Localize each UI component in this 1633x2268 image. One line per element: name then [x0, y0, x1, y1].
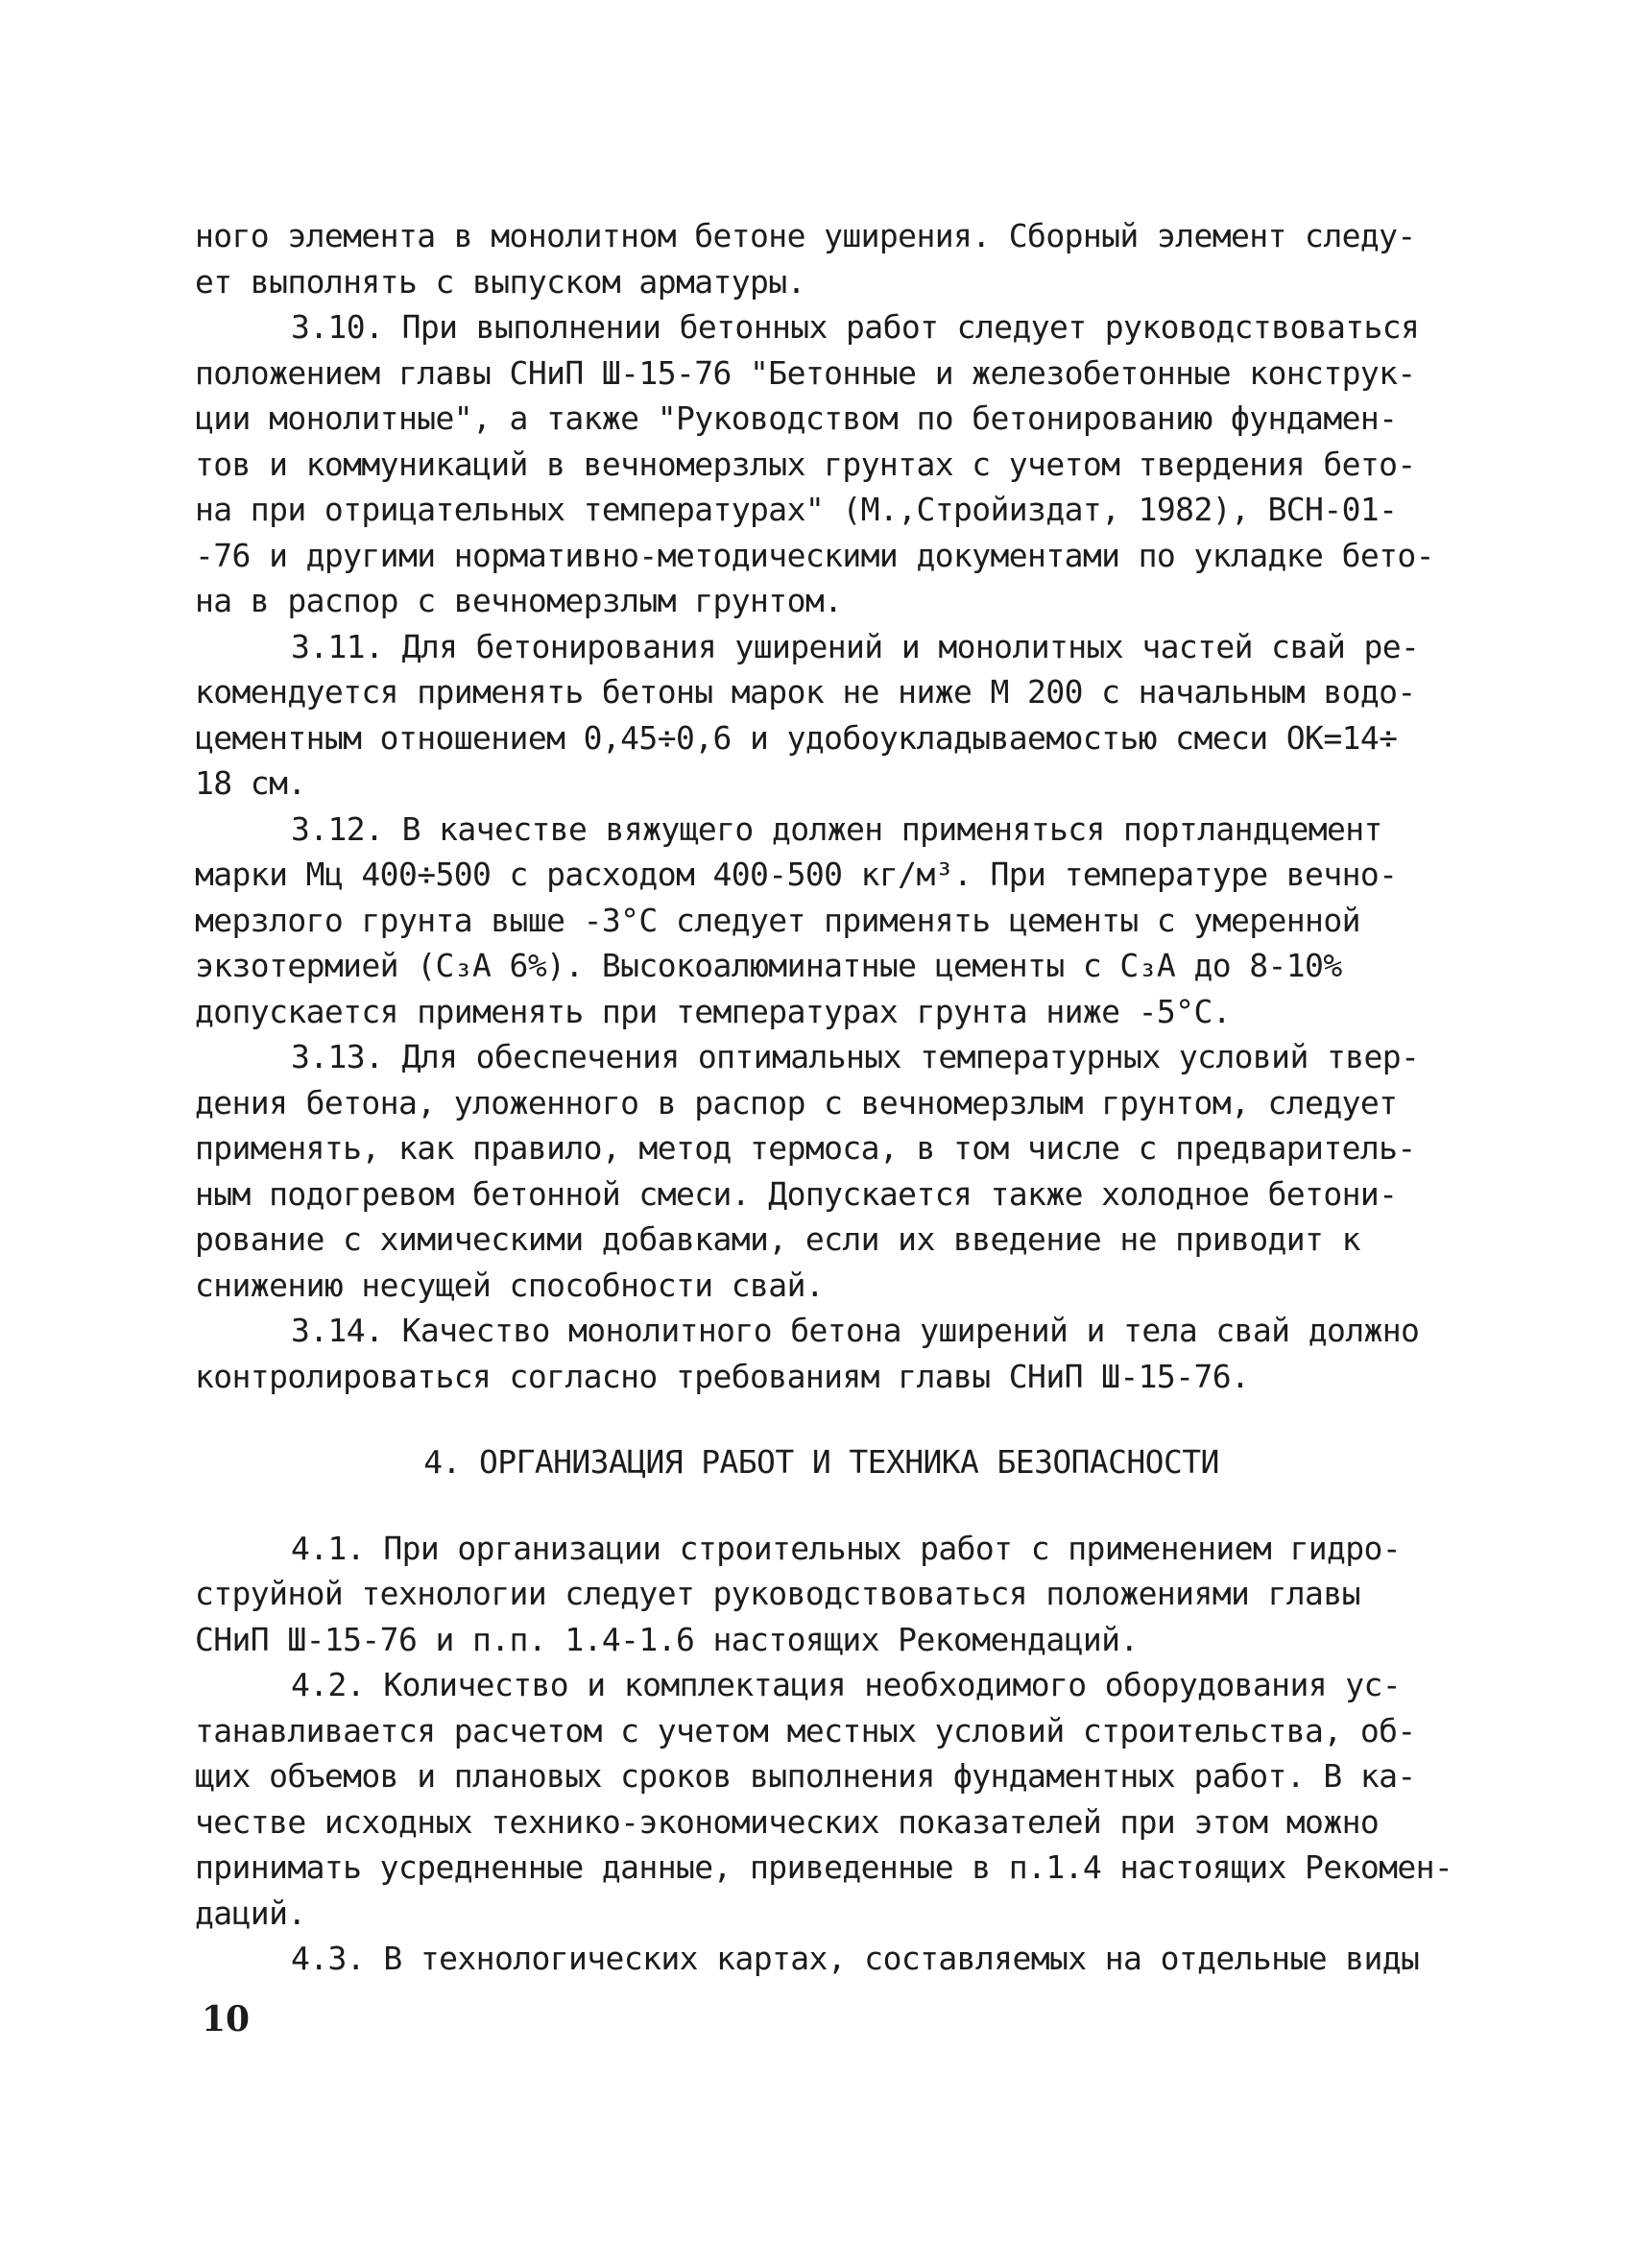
paragraph-3-10	[195, 304, 1448, 624]
text-line: 3.14. Качество монолитного бетона уширений и тела свай должно	[291, 1312, 1420, 1349]
text-line: допускается применять при температурах грунта ниже -5°С.	[195, 992, 1231, 1030]
text-line: струйной технологии следует руководствоваться положениями главы	[195, 1575, 1360, 1612]
text-line: на в распор с вечномерзлым грунтом.	[195, 582, 843, 619]
text-line: 3.13. Для обеспечения оптимальных температурных условий твер-	[291, 1038, 1420, 1075]
text-line: тов и коммуникаций в вечномерзлых грунтах с учетом твердения бето-	[195, 445, 1416, 483]
text-line: положением главы СНиП Ш-15-76 "Бетонные и железобетонные конструк-	[195, 353, 1416, 392]
paragraph-4-1	[195, 1526, 1448, 1663]
text-line: ции монолитные", а также "Руководством по бетонированию фундамен-	[195, 399, 1398, 437]
text-line: щих объемов и плановых сроков выполнения фундаментных работ. В ка-	[195, 1757, 1416, 1795]
paragraph-4-2	[195, 1662, 1453, 1936]
text-line: 4.3. В технологических картах, составляемых на отдельные виды	[291, 1940, 1420, 1977]
text-line: применять, как правило, метод термоса, в том числе с предваритель-	[195, 1129, 1416, 1167]
paragraph-3-14	[195, 1308, 1448, 1399]
text-line: танавливается расчетом с учетом местных условий строительства, об-	[195, 1711, 1416, 1749]
paragraph-4-3	[195, 1936, 1448, 1982]
text-line: комендуется применять бетоны марок не ниже М 200 с начальным водо-	[195, 673, 1416, 711]
text-line: 3.11. Для бетонирования уширений и монолитных частей свай ре-	[291, 627, 1420, 665]
text-line: ет выполнять с выпуском арматуры.	[195, 262, 805, 301]
text-line: снижению несущей способности свай.	[195, 1266, 825, 1304]
paragraph-3-9-continuation	[195, 213, 1448, 304]
text-line: -76 и другими нормативно-методическими документами по укладке бето-	[195, 536, 1434, 574]
text-line: контролироваться согласно требованиям главы СНиП Ш-15-76.	[195, 1357, 1250, 1395]
text-line: 18 см.	[195, 764, 306, 802]
text-line: 3.12. В качестве вяжущего должен применяться портландцемент	[291, 809, 1382, 848]
section-heading: 4. ОРГАНИЗАЦИЯ РАБОТ И ТЕХНИКА БЕЗОПАСНОСТИ	[423, 1443, 1219, 1481]
text-line: дения бетона, уложенного в распор с вечномерзлым грунтом, следует	[195, 1083, 1398, 1122]
paragraph-3-13	[195, 1034, 1448, 1308]
text-line: на при отрицательных температурах" (М.,Стройиздат, 1982), ВСН-01-	[195, 491, 1398, 528]
text-line: 4.1. При организации строительных работ с применением гидро-	[291, 1529, 1402, 1567]
text-line: ным подогревом бетонной смеси. Допускается также холодное бетони-	[195, 1174, 1398, 1213]
text-line: 4.2. Количество и комплектация необходимого оборудования ус-	[291, 1666, 1402, 1703]
text-line: цементным отношением 0,45÷0,6 и удобоукладываемостью смеси ОК=14÷	[195, 718, 1398, 757]
text-line: даций.	[195, 1894, 306, 1932]
paragraph-3-12	[195, 807, 1448, 1035]
text-line: марки Мц 400÷500 с расходом 400-500 кг/м³. При температуре вечно-	[195, 856, 1398, 893]
text-line: СНиП Ш-15-76 и п.п. 1.4-1.6 настоящих Рекомендаций.	[195, 1620, 1139, 1658]
text-line: принимать усредненные данные, приведенные в п.1.4 настоящих Рекомен-	[195, 1848, 1453, 1886]
paragraph-3-11	[195, 624, 1448, 807]
text-line: ного элемента в монолитном бетоне уширения. Сборный элемент следу-	[195, 217, 1416, 254]
text-line: честве исходных технико-экономических показателей при этом можно	[195, 1802, 1380, 1841]
text-line: мерзлого грунта выше -3°С следует применять цементы с умеренной	[195, 901, 1360, 939]
text-line: рование с химическими добавками, если их введение не приводит к	[195, 1220, 1360, 1258]
page-number: 10	[202, 1999, 251, 2039]
document-page	[195, 213, 1453, 1982]
text-line: экзотермией (C₃A 6%). Высокоалюминатные цементы с C₃A до 8-10%	[195, 947, 1342, 984]
text-line: 3.10. При выполнении бетонных работ следует руководствоваться	[291, 308, 1420, 346]
